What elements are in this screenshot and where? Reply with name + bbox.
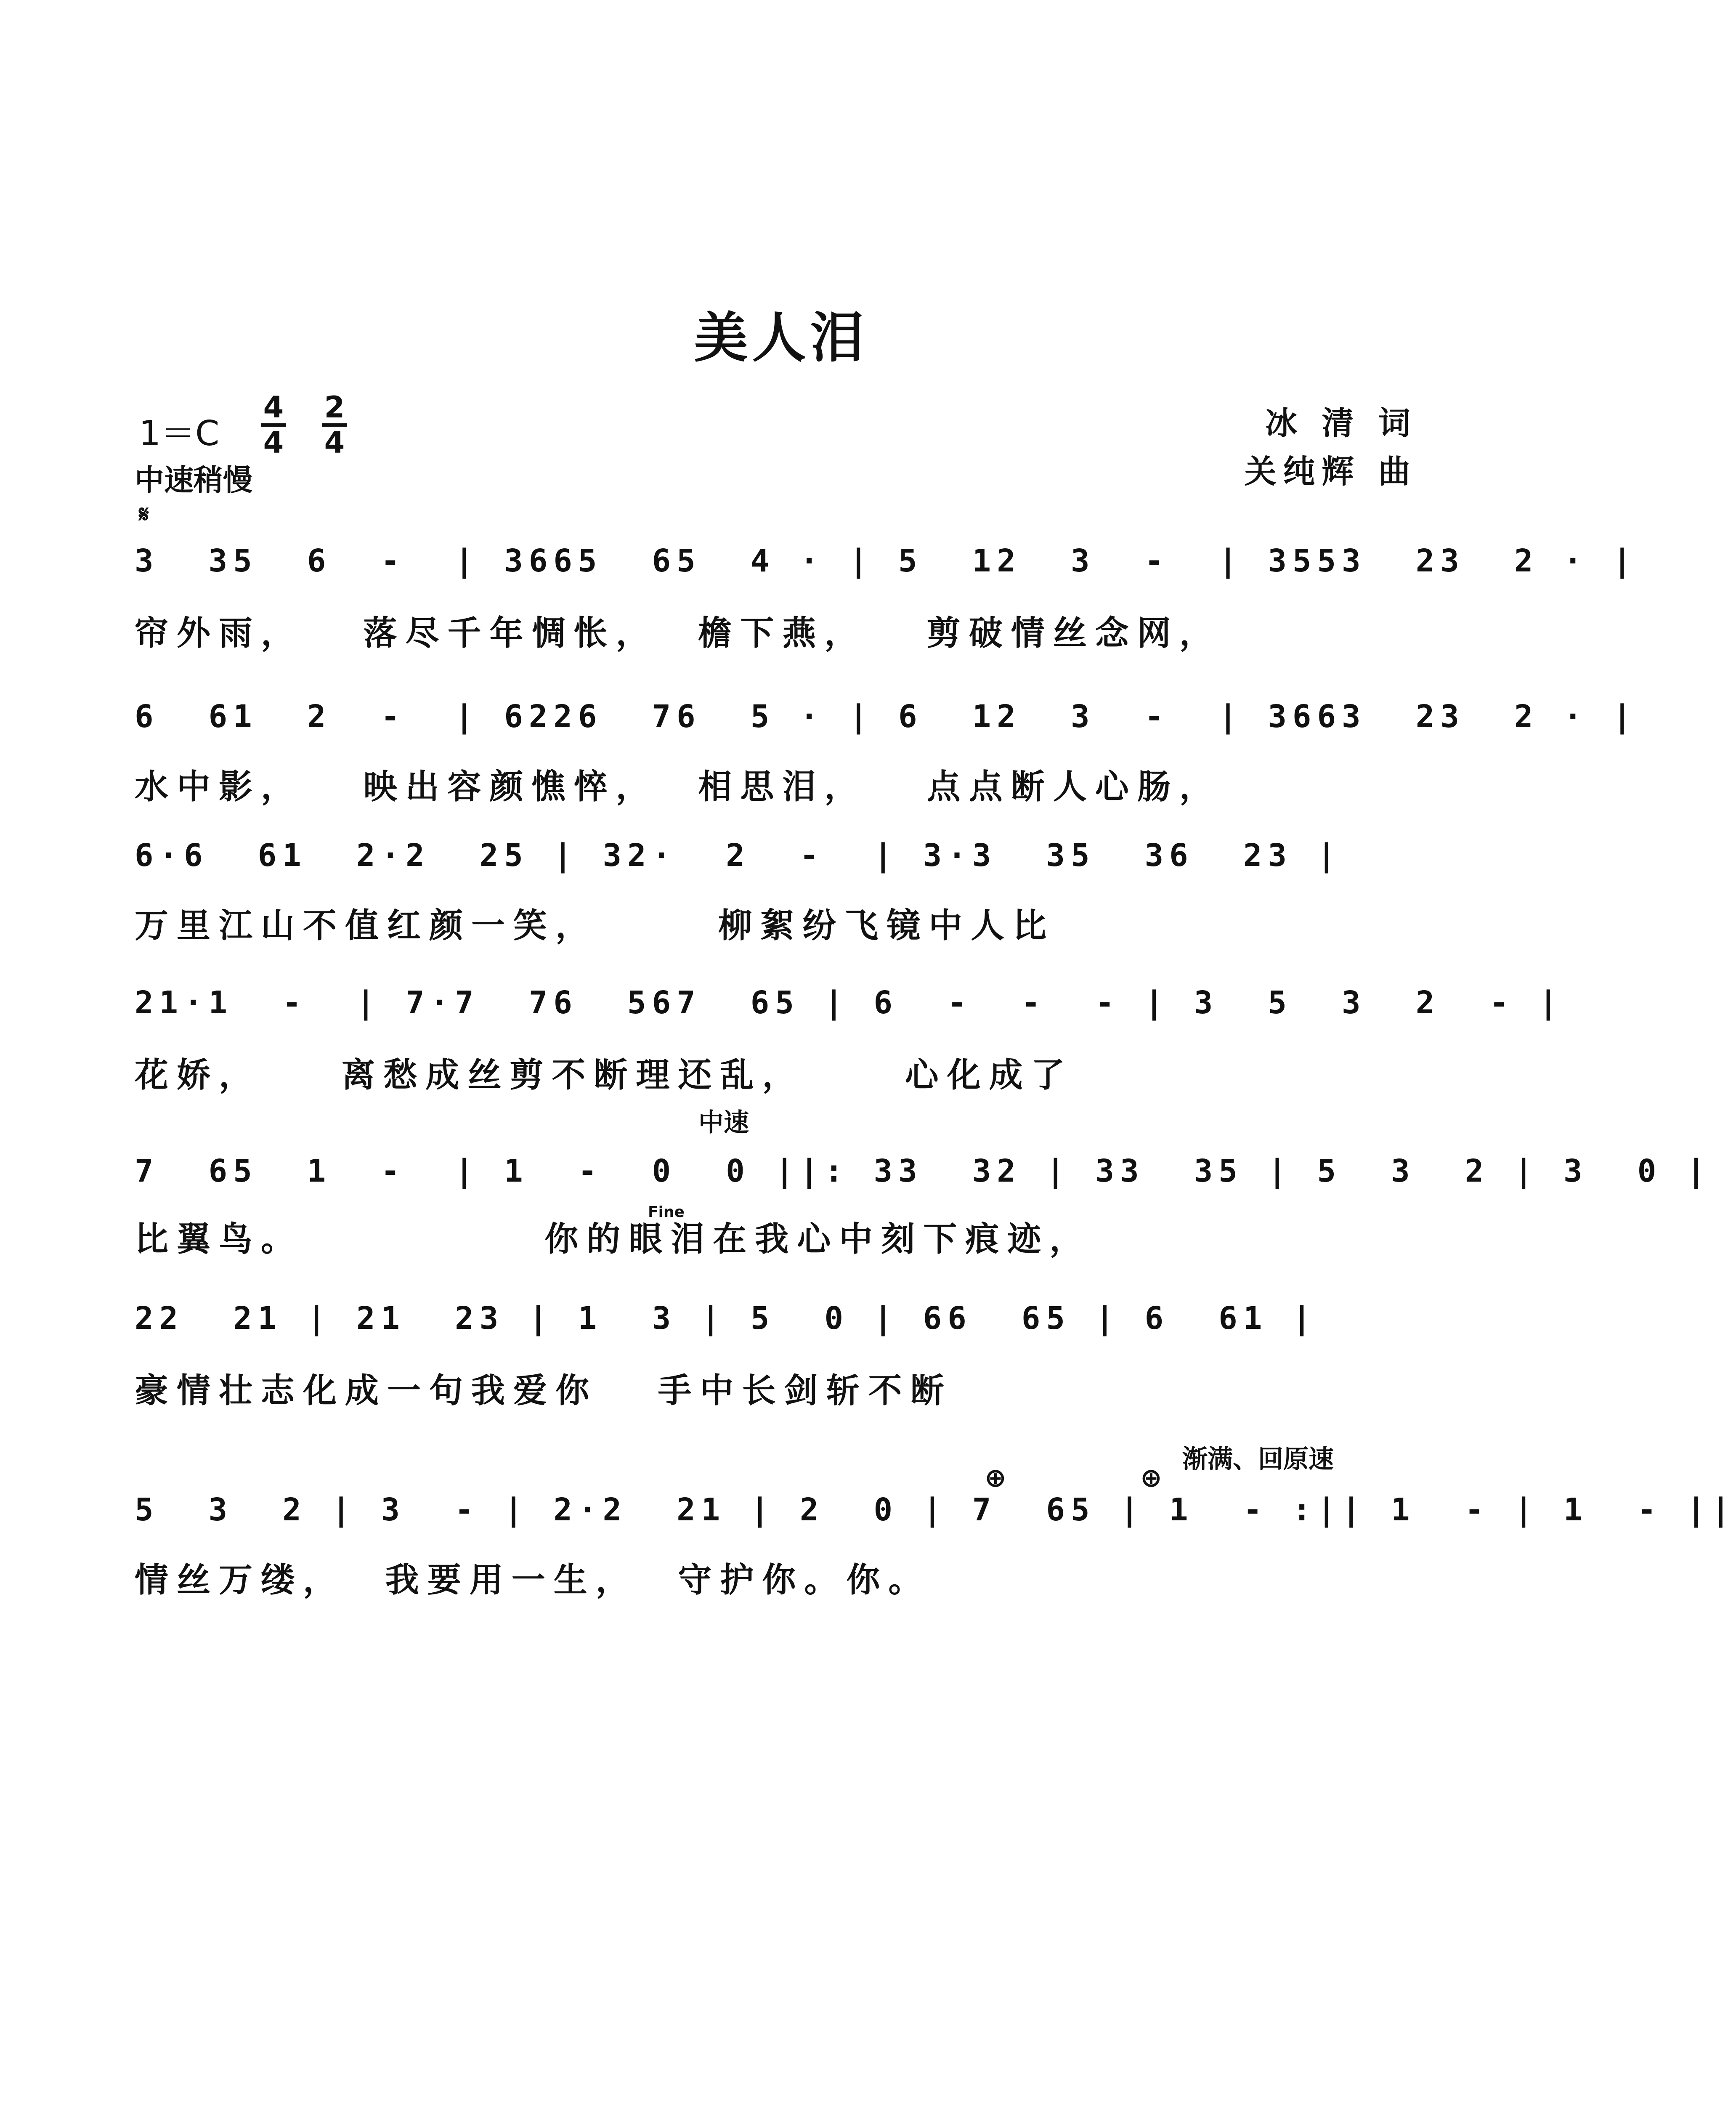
music-line-1: 3 35 6 - | 3665 65 4 · | 5 12 3 - | 3553 23 2 · | [135, 543, 1638, 579]
time-signature-2 [322, 391, 347, 459]
music-line-7: 5 3 2 | 3 - | 2·2 21 | 2 0 | 7 65 | 1 - :|| 1 - | 1 - || [135, 1492, 1736, 1528]
time-signature-2-bottom: 4 [324, 425, 345, 460]
lyrics-line-3: 万里江山不值红颜一笑， 柳絮纷飞镜中人比 [135, 906, 1055, 945]
music-line-6: 22 21 | 21 23 | 1 3 | 5 0 | 66 65 | 6 61 | [135, 1300, 1317, 1336]
lyrics-line-5: 比翼鸟。 你的眼泪在我心中刻下痕迹， [135, 1219, 1092, 1259]
segno-icon: 𝄋 [139, 501, 149, 528]
music-line-5: 7 65 1 - | 1 - 0 0 ||: 33 32 | 33 35 | 5 3 2 | 3 0 | [135, 1153, 1712, 1189]
key-signature: 1＝C [139, 414, 220, 454]
coda-icon-2: ⊕ [1140, 1462, 1162, 1493]
time-signature-1-top: 4 [261, 391, 286, 427]
composer-credit: 关纯辉 曲 [1244, 453, 1417, 490]
coda-icon: ⊕ [985, 1462, 1006, 1493]
tempo-change-marking: 中速 [698, 1108, 749, 1137]
time-signature-1 [261, 391, 286, 459]
lyrics-line-7: 情丝万缕， 我要用一生， 守护你。你。 [135, 1560, 931, 1599]
fine-marking: Fine [648, 1203, 685, 1221]
music-line-4: 21·1 - | 7·7 76 567 65 | 6 - - - | 3 5 3 2 - | [135, 985, 1564, 1021]
lyrics-line-4: 花娇， 离愁成丝剪不断理还乱， 心化成了 [135, 1055, 1073, 1095]
music-line-2: 6 61 2 - | 6226 76 5 · | 6 12 3 - | 3663 23 2 · | [135, 699, 1638, 735]
time-signature-2-top: 2 [322, 391, 347, 427]
lyrics-line-6: 豪情壮志化成一句我爱你 手中长剑斩不断 [135, 1371, 953, 1410]
lyrics-line-1: 帘外雨， 落尽千年惆怅， 檐下燕， 剪破情丝念网， [135, 614, 1221, 653]
song-title: 美人泪 [694, 307, 868, 369]
ending-instruction: 渐满、回原速 [1182, 1445, 1334, 1474]
music-line-3: 6·6 61 2·2 25 | 32· 2 - | 3·3 35 36 23 | [135, 837, 1342, 874]
lyricist-credit: 冰 清 词 [1265, 404, 1417, 442]
time-signature-1-bottom: 4 [263, 425, 284, 460]
tempo-marking: 中速稍慢 [135, 463, 252, 497]
lyrics-line-2: 水中影， 映出容颜憔悴， 相思泪， 点点断人心肠， [135, 767, 1221, 806]
